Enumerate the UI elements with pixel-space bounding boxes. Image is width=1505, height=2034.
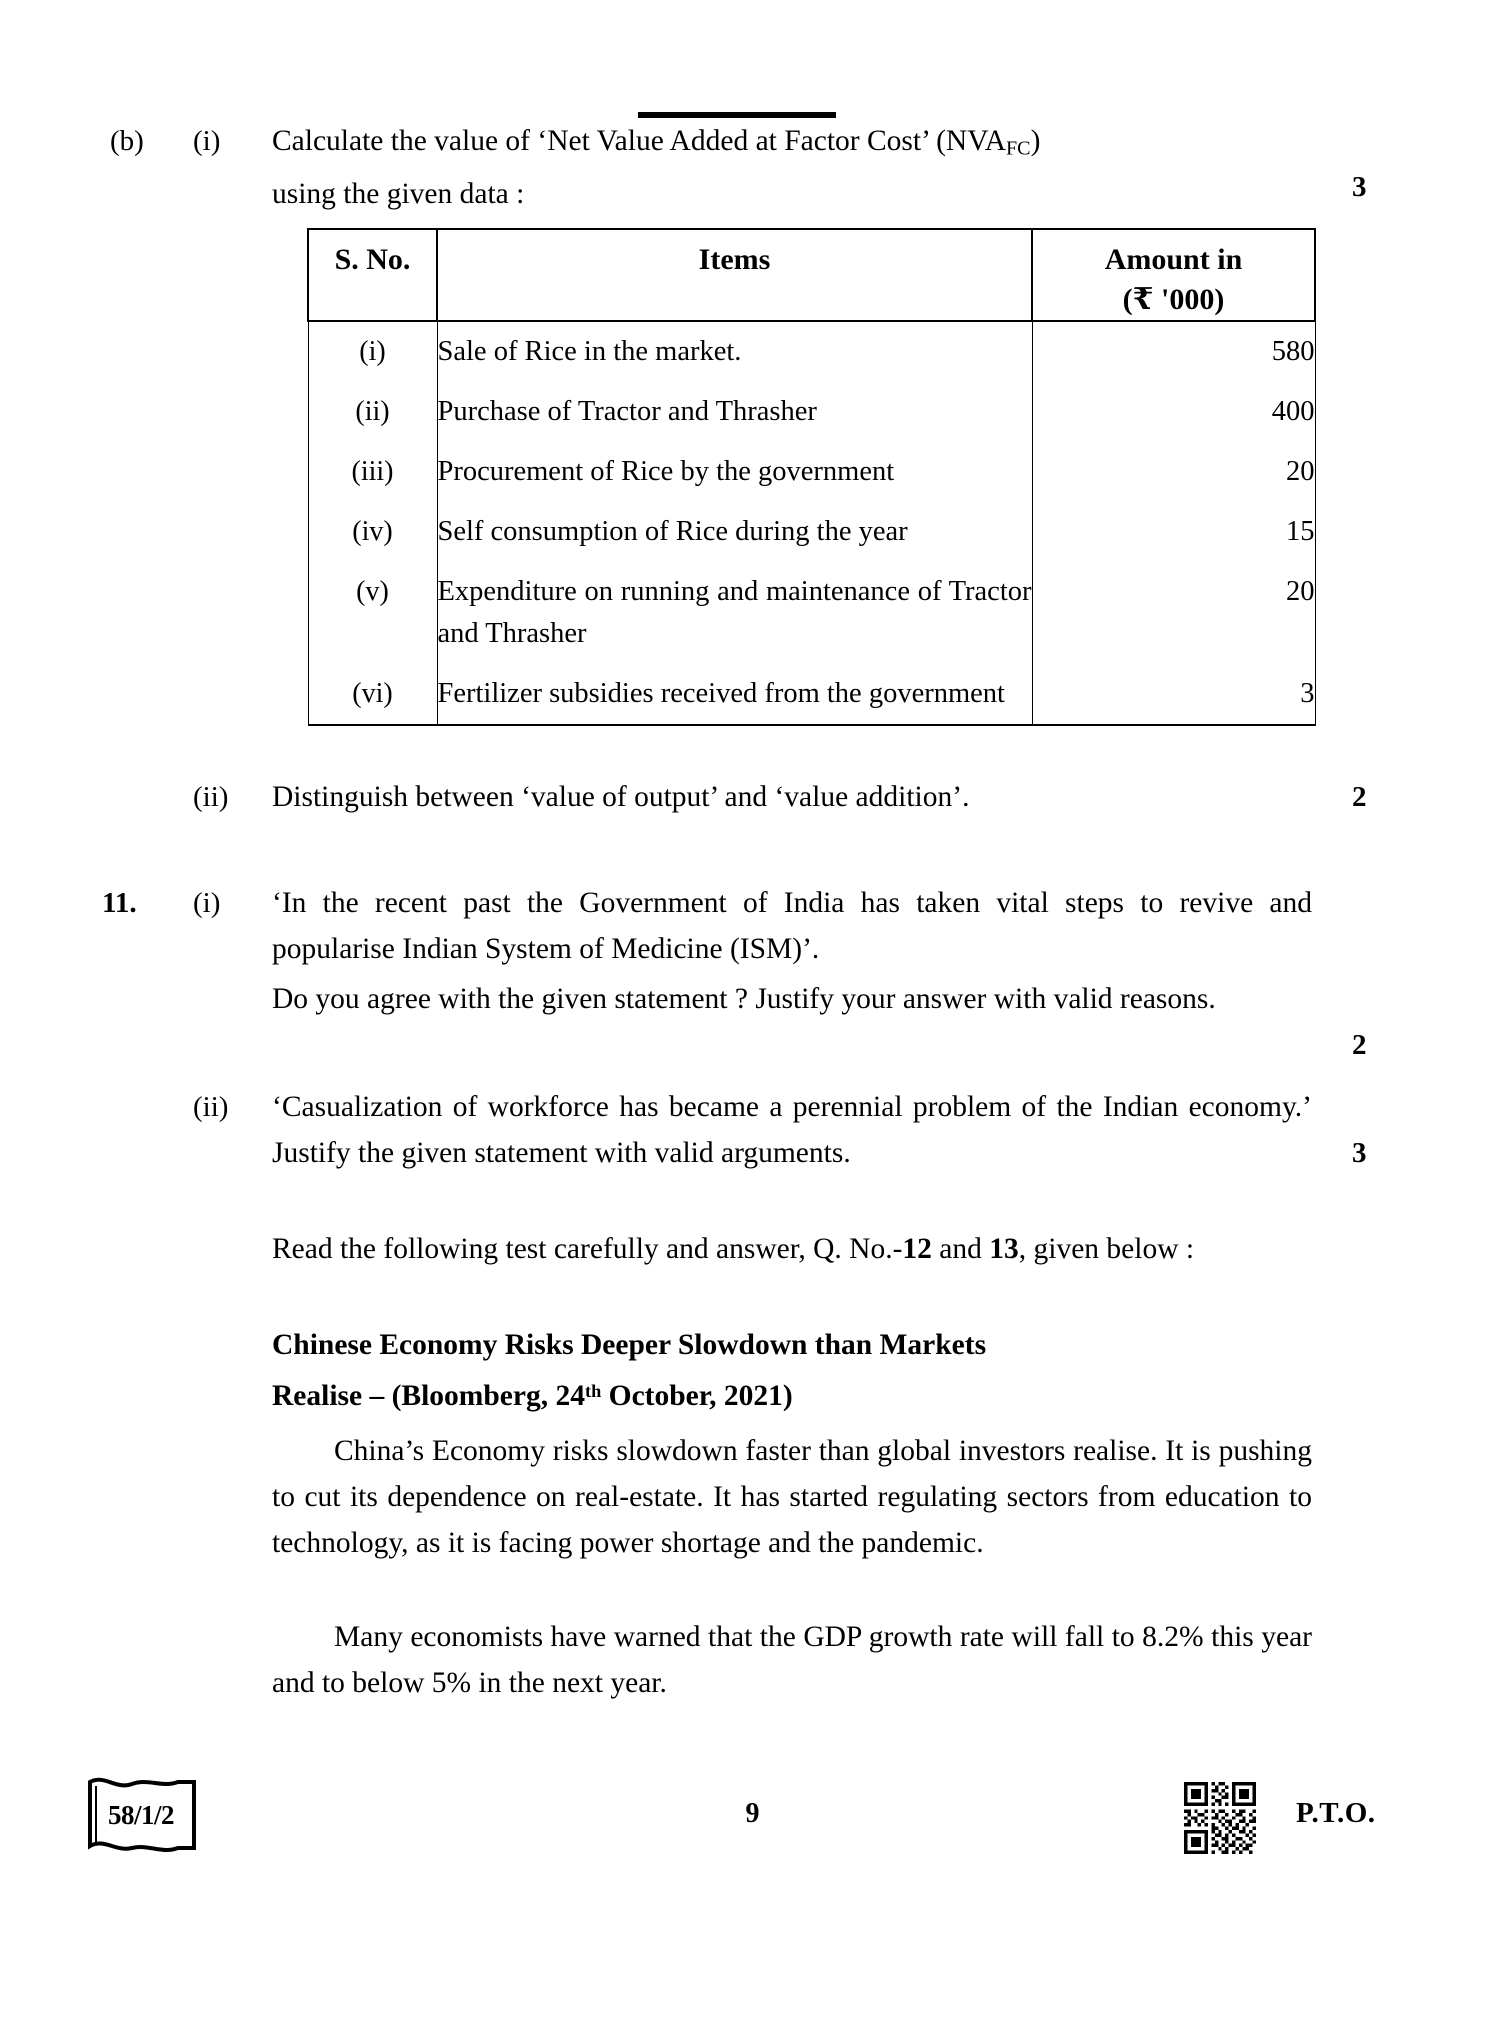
column-header-amount-line2: (₹ '000) (1122, 283, 1225, 316)
cell-item: Procurement of Rice by the government (437, 442, 1032, 502)
question-b-sub2-label: (ii) (193, 781, 229, 813)
question-11-sub1-followup: Do you agree with the given statement ? Justify your answer with valid reasons. (272, 983, 1216, 1015)
passage-headline-line2-post: October, 2021) (601, 1380, 793, 1413)
passage-headline-line1: Chinese Economy Risks Deeper Slowdown than Markets (272, 1329, 987, 1361)
table-row (308, 382, 1315, 442)
passage-headline (272, 1322, 1312, 1419)
table-row (308, 502, 1315, 562)
cell-amount: 20 (1032, 562, 1315, 664)
question-b-prompt-close: ) (1030, 125, 1041, 157)
table-row (308, 562, 1315, 664)
marks-question-b-i: 3 (1352, 171, 1367, 203)
question-b-prompt (272, 118, 1312, 217)
cell-sno: (ii) (308, 382, 437, 442)
marks-question-11-ii: 3 (1352, 1137, 1367, 1169)
passage-instruction-post: , given below : (1018, 1233, 1195, 1265)
table-header (308, 229, 1315, 321)
passage-paragraph-1: China’s Economy risks slowdown faster than global investors realise. It is pushing to cut its dependence on real-estate. It has started regulating sectors from education to technology, as it is facing power shortage and the pandemic. (272, 1435, 1312, 1559)
column-header-amount (1032, 229, 1315, 321)
cell-amount: 580 (1032, 321, 1315, 382)
passage-instruction-pre: Read the following test carefully and answer, Q. No.- (272, 1233, 903, 1265)
nva-fc-subscript: FC (1006, 137, 1031, 160)
cell-item: Self consumption of Rice during the year (437, 502, 1032, 562)
question-11-sub1-label: (i) (193, 887, 221, 919)
paper-code-text: 58/1/2 (107, 1799, 174, 1830)
qr-code-icon (1184, 1782, 1256, 1854)
question-11-number: 11. (102, 887, 137, 919)
table-row (308, 321, 1315, 382)
page-number: 9 (745, 1798, 760, 1829)
marks-question-11-i: 2 (1352, 1029, 1367, 1061)
passage-headline-line2 (272, 1368, 1312, 1419)
cell-item: Sale of Rice in the market. (437, 321, 1032, 382)
marks-question-b-ii: 2 (1352, 781, 1367, 813)
question-b-prompt-text: Calculate the value of ‘Net Value Added at Factor Cost’ (NVA (272, 125, 1007, 157)
question-b-part-label: (b) (110, 125, 144, 157)
column-header-amount-line1: Amount in (1104, 243, 1243, 276)
cell-item: Expenditure on running and maintenance of Tractor and Thrasher (437, 562, 1032, 664)
passage-headline-line2-pre: Realise – (Bloomberg, 24 (272, 1380, 585, 1413)
table-row (308, 442, 1315, 502)
question-11-sub2-label: (ii) (193, 1091, 229, 1123)
question-b-prompt-line2: using the given data : (272, 178, 525, 211)
question-11-sub1-quote: ‘In the recent past the Government of India has taken vital steps to revive and popularise Indian System of Medicine (ISM)’. (272, 887, 1312, 965)
passage-instruction (272, 1226, 1312, 1272)
column-header-sno: S. No. (308, 229, 437, 321)
question-11-sub2-text: ‘Casualization of workforce has became a perennial problem of the Indian economy.’ Justify the given statement with valid arguments. (272, 1091, 1312, 1169)
table-row (308, 664, 1315, 725)
ordinal-suffix-th: th (584, 1381, 602, 1401)
cell-sno: (iv) (308, 502, 437, 562)
passage-question-ref-12: 12 (902, 1233, 932, 1265)
table-body (308, 321, 1315, 725)
question-b-sub2-text: Distinguish between ‘value of output’ and ‘value addition’. (272, 781, 970, 813)
passage-instruction-mid: and (931, 1233, 990, 1265)
passage-paragraph-2: Many economists have warned that the GDP growth rate will fall to 8.2% this year and to below 5% in the next year. (272, 1621, 1312, 1699)
cell-sno: (vi) (308, 664, 437, 725)
cell-sno: (i) (308, 321, 437, 382)
nva-data-table (307, 228, 1316, 726)
cell-sno: (v) (308, 562, 437, 664)
question-b-sub-label: (i) (193, 125, 221, 157)
column-header-items: Items (437, 229, 1032, 321)
cell-amount: 20 (1032, 442, 1315, 502)
cell-sno: (iii) (308, 442, 437, 502)
table-header-row (308, 229, 1315, 321)
turn-over-label: P.T.O. (1296, 1797, 1376, 1829)
cell-amount: 3 (1032, 664, 1315, 725)
cell-amount: 400 (1032, 382, 1315, 442)
cell-item: Fertilizer subsidies received from the government (437, 664, 1032, 725)
cell-amount: 15 (1032, 502, 1315, 562)
passage-question-ref-13: 13 (989, 1233, 1019, 1265)
cell-item: Purchase of Tractor and Thrasher (437, 382, 1032, 442)
